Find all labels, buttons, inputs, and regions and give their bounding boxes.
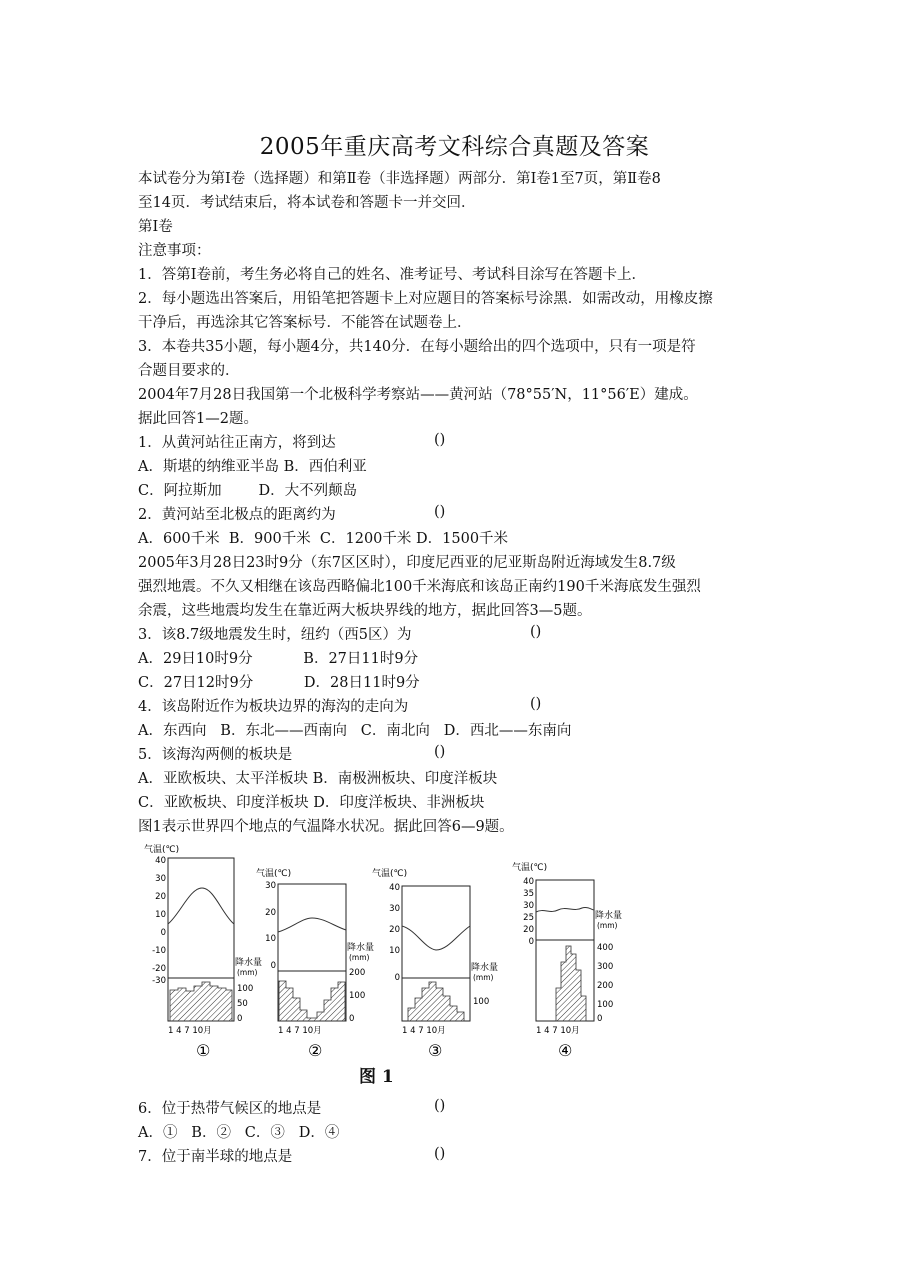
temp-tick: -30 — [152, 976, 166, 986]
section-heading: 第Ⅰ卷 — [138, 219, 173, 235]
answer-blank-q7: () — [434, 1146, 446, 1162]
q3-options-ab: A．29日10时9分 B．27日11时9分 — [138, 651, 419, 667]
answer-blank-q1: () — [434, 432, 446, 448]
temp-tick: 25 — [523, 913, 534, 923]
precip-tick: 100 — [349, 991, 366, 1001]
temp-tick: 30 — [389, 904, 400, 914]
notice-2-line-2: 干净后，再选涂其它答案标号．不能答在试题卷上． — [138, 315, 472, 331]
precip-tick: 100 — [473, 997, 490, 1007]
temp-tick: 0 — [270, 961, 276, 971]
answer-blank-q5: () — [434, 744, 446, 760]
temp-tick: 40 — [389, 883, 400, 893]
climate-figure — [140, 838, 660, 1088]
temp-tick: 20 — [155, 892, 166, 902]
notice-1: 1．答第Ⅰ卷前，考生务必将自己的姓名、准考证号、考试科目涂写在答题卡上． — [138, 267, 646, 283]
panel-label: ④ — [558, 1041, 573, 1060]
figure-intro: 图1表示世界四个地点的气温降水状况。据此回答6—9题。 — [138, 819, 514, 835]
notice-2-line-1: 2．每小题选出答案后，用铅笔把答题卡上对应题目的答案标号涂黑．如需改动，用橡皮擦 — [138, 291, 713, 307]
precip-tick: 100 — [237, 984, 254, 994]
precip-axis-title: 降水量 — [235, 958, 263, 968]
passage-2-line-1: 2005年3月28日23时9分（东7区区时），印度尼西亚的尼亚斯岛附近海域发生8.7级 — [138, 555, 676, 571]
answer-blank-q3: () — [530, 624, 542, 640]
question-1: 1．从黄河站往正南方，将到达 — [138, 435, 336, 451]
question-4: 4．该岛附近作为板块边界的海沟的走向为 — [138, 699, 409, 715]
question-2: 2．黄河站至北极点的距离约为 — [138, 507, 336, 523]
precip-unit: (mm) — [349, 953, 370, 962]
month-ticks: 1 4 7 10月 — [536, 1026, 580, 1036]
temp-tick: 20 — [265, 908, 276, 918]
month-ticks: 1 4 7 10月 — [278, 1026, 322, 1036]
climate-chart-2 — [256, 867, 374, 1060]
temp-tick: 0 — [528, 937, 534, 947]
panel-label: ③ — [428, 1041, 443, 1060]
passage-2-line-3: 余震，这些地震均发生在靠近两大板块界线的地方，据此回答3—5题。 — [138, 603, 592, 619]
temp-tick: 10 — [265, 934, 276, 944]
precip-tick: 200 — [349, 968, 366, 978]
intro-line-2: 至14页．考试结束后，将本试卷和答题卡一并交回． — [138, 195, 476, 211]
precip-tick: 0 — [237, 1014, 243, 1024]
temp-tick: 20 — [389, 925, 400, 935]
precip-axis-title: 降水量 — [347, 943, 375, 953]
figure-caption: 图 1 — [359, 1067, 394, 1087]
temp-tick: 10 — [389, 946, 400, 956]
q3-options-cd: C．27日12时9分 D．28日11时9分 — [138, 675, 420, 691]
answer-blank-q2: () — [434, 504, 446, 520]
passage-1-line-1: 2004年7月28日我国第一个北极科学考察站——黄河站（78°55′N，11°56′E）建成。 — [138, 387, 698, 403]
temp-tick: -10 — [152, 946, 166, 956]
notice-heading: 注意事项： — [138, 243, 211, 259]
passage-2-line-2: 强烈地震。不久又相继在该岛西略偏北100千米海底和该岛正南约190千米海底发生强烈 — [138, 579, 701, 595]
notice-3-line-1: 3．本卷共35小题，每小题4分，共140分．在每小题给出的四个选项中，只有一项是符 — [138, 339, 696, 355]
q5-options-cd: C．亚欧板块、印度洋板块 D．印度洋板块、非洲板块 — [138, 795, 485, 811]
temp-tick: 40 — [155, 856, 166, 866]
q1-options-cd: C．阿拉斯加 D．大不列颠岛 — [138, 483, 358, 499]
temp-tick: 30 — [155, 874, 166, 884]
q1-options-ab: A．斯堪的纳维亚半岛 B．西伯利亚 — [138, 459, 367, 475]
answer-blank-q4: () — [530, 696, 542, 712]
panel-label: ② — [308, 1041, 323, 1060]
month-ticks: 1 4 7 10月 — [402, 1026, 446, 1036]
climate-chart-1 — [144, 843, 262, 1060]
temp-tick: 35 — [523, 889, 534, 899]
temp-axis-title: 气温(℃) — [512, 863, 548, 873]
precip-tick: 50 — [237, 999, 248, 1009]
notice-3-line-2: 合题目要求的． — [138, 363, 240, 379]
q2-options: A．600千米 B．900千米 C．1200千米 D．1500千米 — [138, 531, 509, 547]
q5-options-ab: A．亚欧板块、太平洋板块 B．南极洲板块、印度洋板块 — [138, 771, 498, 787]
precip-tick: 100 — [597, 1000, 614, 1010]
temp-tick: 30 — [523, 901, 534, 911]
question-5: 5．该海沟两侧的板块是 — [138, 747, 293, 763]
intro-line-1: 本试卷分为第Ⅰ卷（选择题）和第Ⅱ卷（非选择题）两部分．第Ⅰ卷1至7页，第Ⅱ卷8 — [138, 171, 661, 187]
question-6: 6．位于热带气候区的地点是 — [138, 1101, 322, 1117]
q4-options: A．东西向 B．东北——西南向 C．南北向 D．西北——东南向 — [138, 723, 572, 739]
climate-chart-3 — [372, 867, 498, 1060]
temp-tick: -20 — [152, 964, 166, 974]
temp-tick: 30 — [265, 881, 276, 891]
precip-unit: (mm) — [597, 921, 618, 930]
q6-options: A．① B．② C．③ D．④ — [138, 1125, 340, 1141]
temp-tick: 0 — [160, 928, 166, 938]
temp-axis-title: 气温(℃) — [144, 845, 180, 855]
answer-blank-q6: () — [434, 1098, 446, 1114]
panel-label: ① — [196, 1041, 211, 1060]
temp-tick: 40 — [523, 877, 534, 887]
precip-tick: 300 — [597, 962, 614, 972]
temp-tick: 0 — [394, 973, 400, 983]
temp-axis-title: 气温(℃) — [256, 869, 292, 879]
question-3: 3．该8.7级地震发生时，纽约（西5区）为 — [138, 627, 412, 643]
precip-tick: 0 — [349, 1014, 355, 1024]
page-title: 2005年重庆高考文科综合真题及答案 — [259, 134, 650, 160]
climate-chart-4 — [512, 861, 622, 1060]
temp-tick: 10 — [155, 910, 166, 920]
precip-axis-title: 降水量 — [595, 911, 623, 921]
precip-tick: 0 — [597, 1014, 603, 1024]
month-ticks: 1 4 7 10月 — [168, 1026, 212, 1036]
question-7: 7．位于南半球的地点是 — [138, 1149, 293, 1165]
passage-1-line-2: 据此回答1—2题。 — [138, 411, 258, 427]
precip-tick: 200 — [597, 981, 614, 991]
precip-unit: (mm) — [237, 968, 258, 977]
temp-axis-title: 气温(℃) — [372, 869, 408, 879]
precip-tick: 400 — [597, 943, 614, 953]
precip-axis-title: 降水量 — [471, 963, 499, 973]
temp-tick: 20 — [523, 925, 534, 935]
precip-unit: (mm) — [473, 973, 494, 982]
